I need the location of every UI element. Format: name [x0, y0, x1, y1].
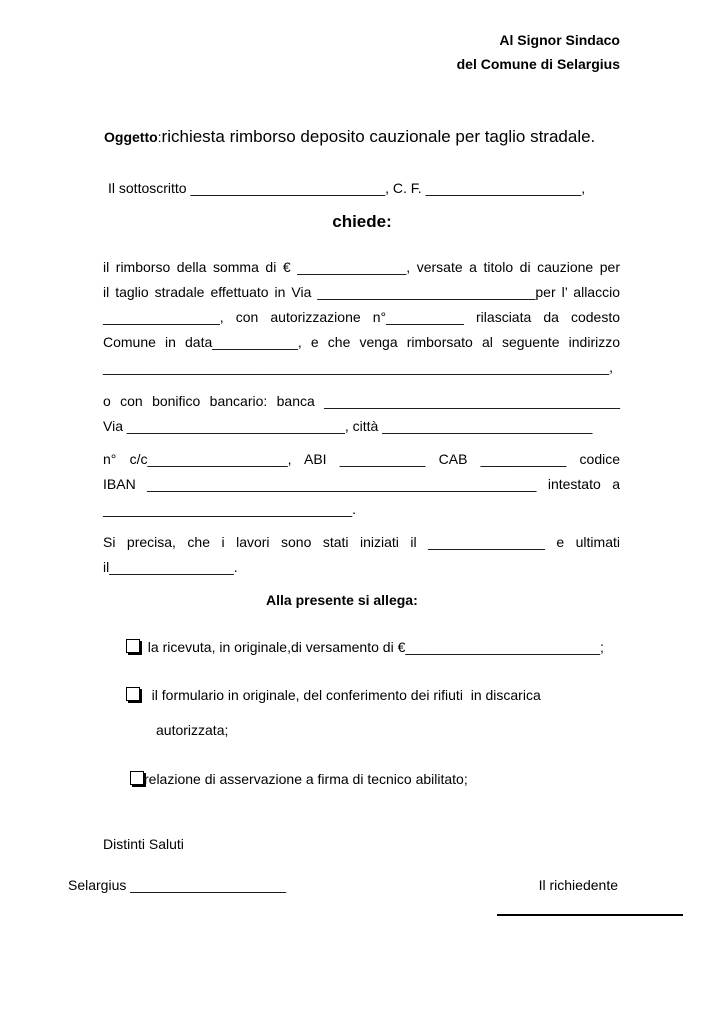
attachments-title: Alla presente si allega:: [266, 592, 418, 608]
attachment-label-waste-form: il formulario in originale, del conferimento dei rifiuti in discarica: [151, 687, 541, 703]
request-heading: chiede:: [332, 212, 392, 231]
attachment-label-receipt: la ricevuta, in originale,di versamento di €_________________________;: [147, 639, 604, 655]
subject-line: [104, 127, 595, 147]
subject-colon: :: [157, 129, 162, 145]
attachment-item-receipt: [126, 639, 604, 655]
place-line: Selargius ____________________: [68, 877, 286, 893]
body-line-2: il taglio stradale effettuato in Via ____________________________per l’ allaccio: [103, 284, 620, 300]
signature-label: Il richiedente: [538, 877, 618, 893]
body-line-11: Si precisa, che i lavori sono stati iniziati il _______________ e ultimati: [103, 534, 620, 550]
body-line-10: ________________________________.: [103, 501, 357, 517]
attachment-item-waste-form: [126, 687, 541, 703]
subject-text: richiesta rimborso deposito cauzionale per taglio stradale.: [161, 127, 596, 146]
addressee-line-1: Al Signor Sindaco: [499, 32, 620, 48]
attachment-label-waste-form-cont: autorizzata;: [156, 722, 229, 738]
addressee-line-2: del Comune di Selargius: [456, 56, 620, 72]
body-line-7: Via ____________________________, città ___________________________: [103, 418, 593, 434]
body-line-8: n° c/c__________________, ABI ___________ CAB ___________ codice: [103, 451, 620, 467]
checkbox-icon[interactable]: [130, 771, 144, 785]
checkbox-icon[interactable]: [126, 639, 140, 653]
attachment-item-report: [130, 771, 468, 787]
closing-greeting: Distinti Saluti: [103, 836, 184, 852]
body-line-1: il rimborso della somma di € ______________, versate a titolo di cauzione per: [103, 259, 620, 275]
body-line-6: o con bonifico bancario: banca ______________________________________: [103, 393, 620, 409]
body-line-5: _________________________________________________________________,: [103, 359, 613, 375]
signature-line: [497, 914, 683, 916]
subject-label: Oggetto: [104, 129, 158, 145]
body-line-12: il________________.: [103, 559, 238, 575]
attachment-label-report: relazione di asservazione a firma di tecnico abilitato;: [144, 771, 468, 787]
body-line-9: IBAN __________________________________________________ intestato a: [103, 476, 620, 492]
checkbox-icon[interactable]: [126, 687, 140, 701]
body-line-3: _______________, con autorizzazione n°__________ rilasciata da codesto: [103, 309, 620, 325]
body-line-4: Comune in data___________, e che venga rimborsato al seguente indirizzo: [103, 334, 620, 350]
applicant-line: Il sottoscritto _________________________, C. F. ____________________,: [108, 180, 586, 196]
